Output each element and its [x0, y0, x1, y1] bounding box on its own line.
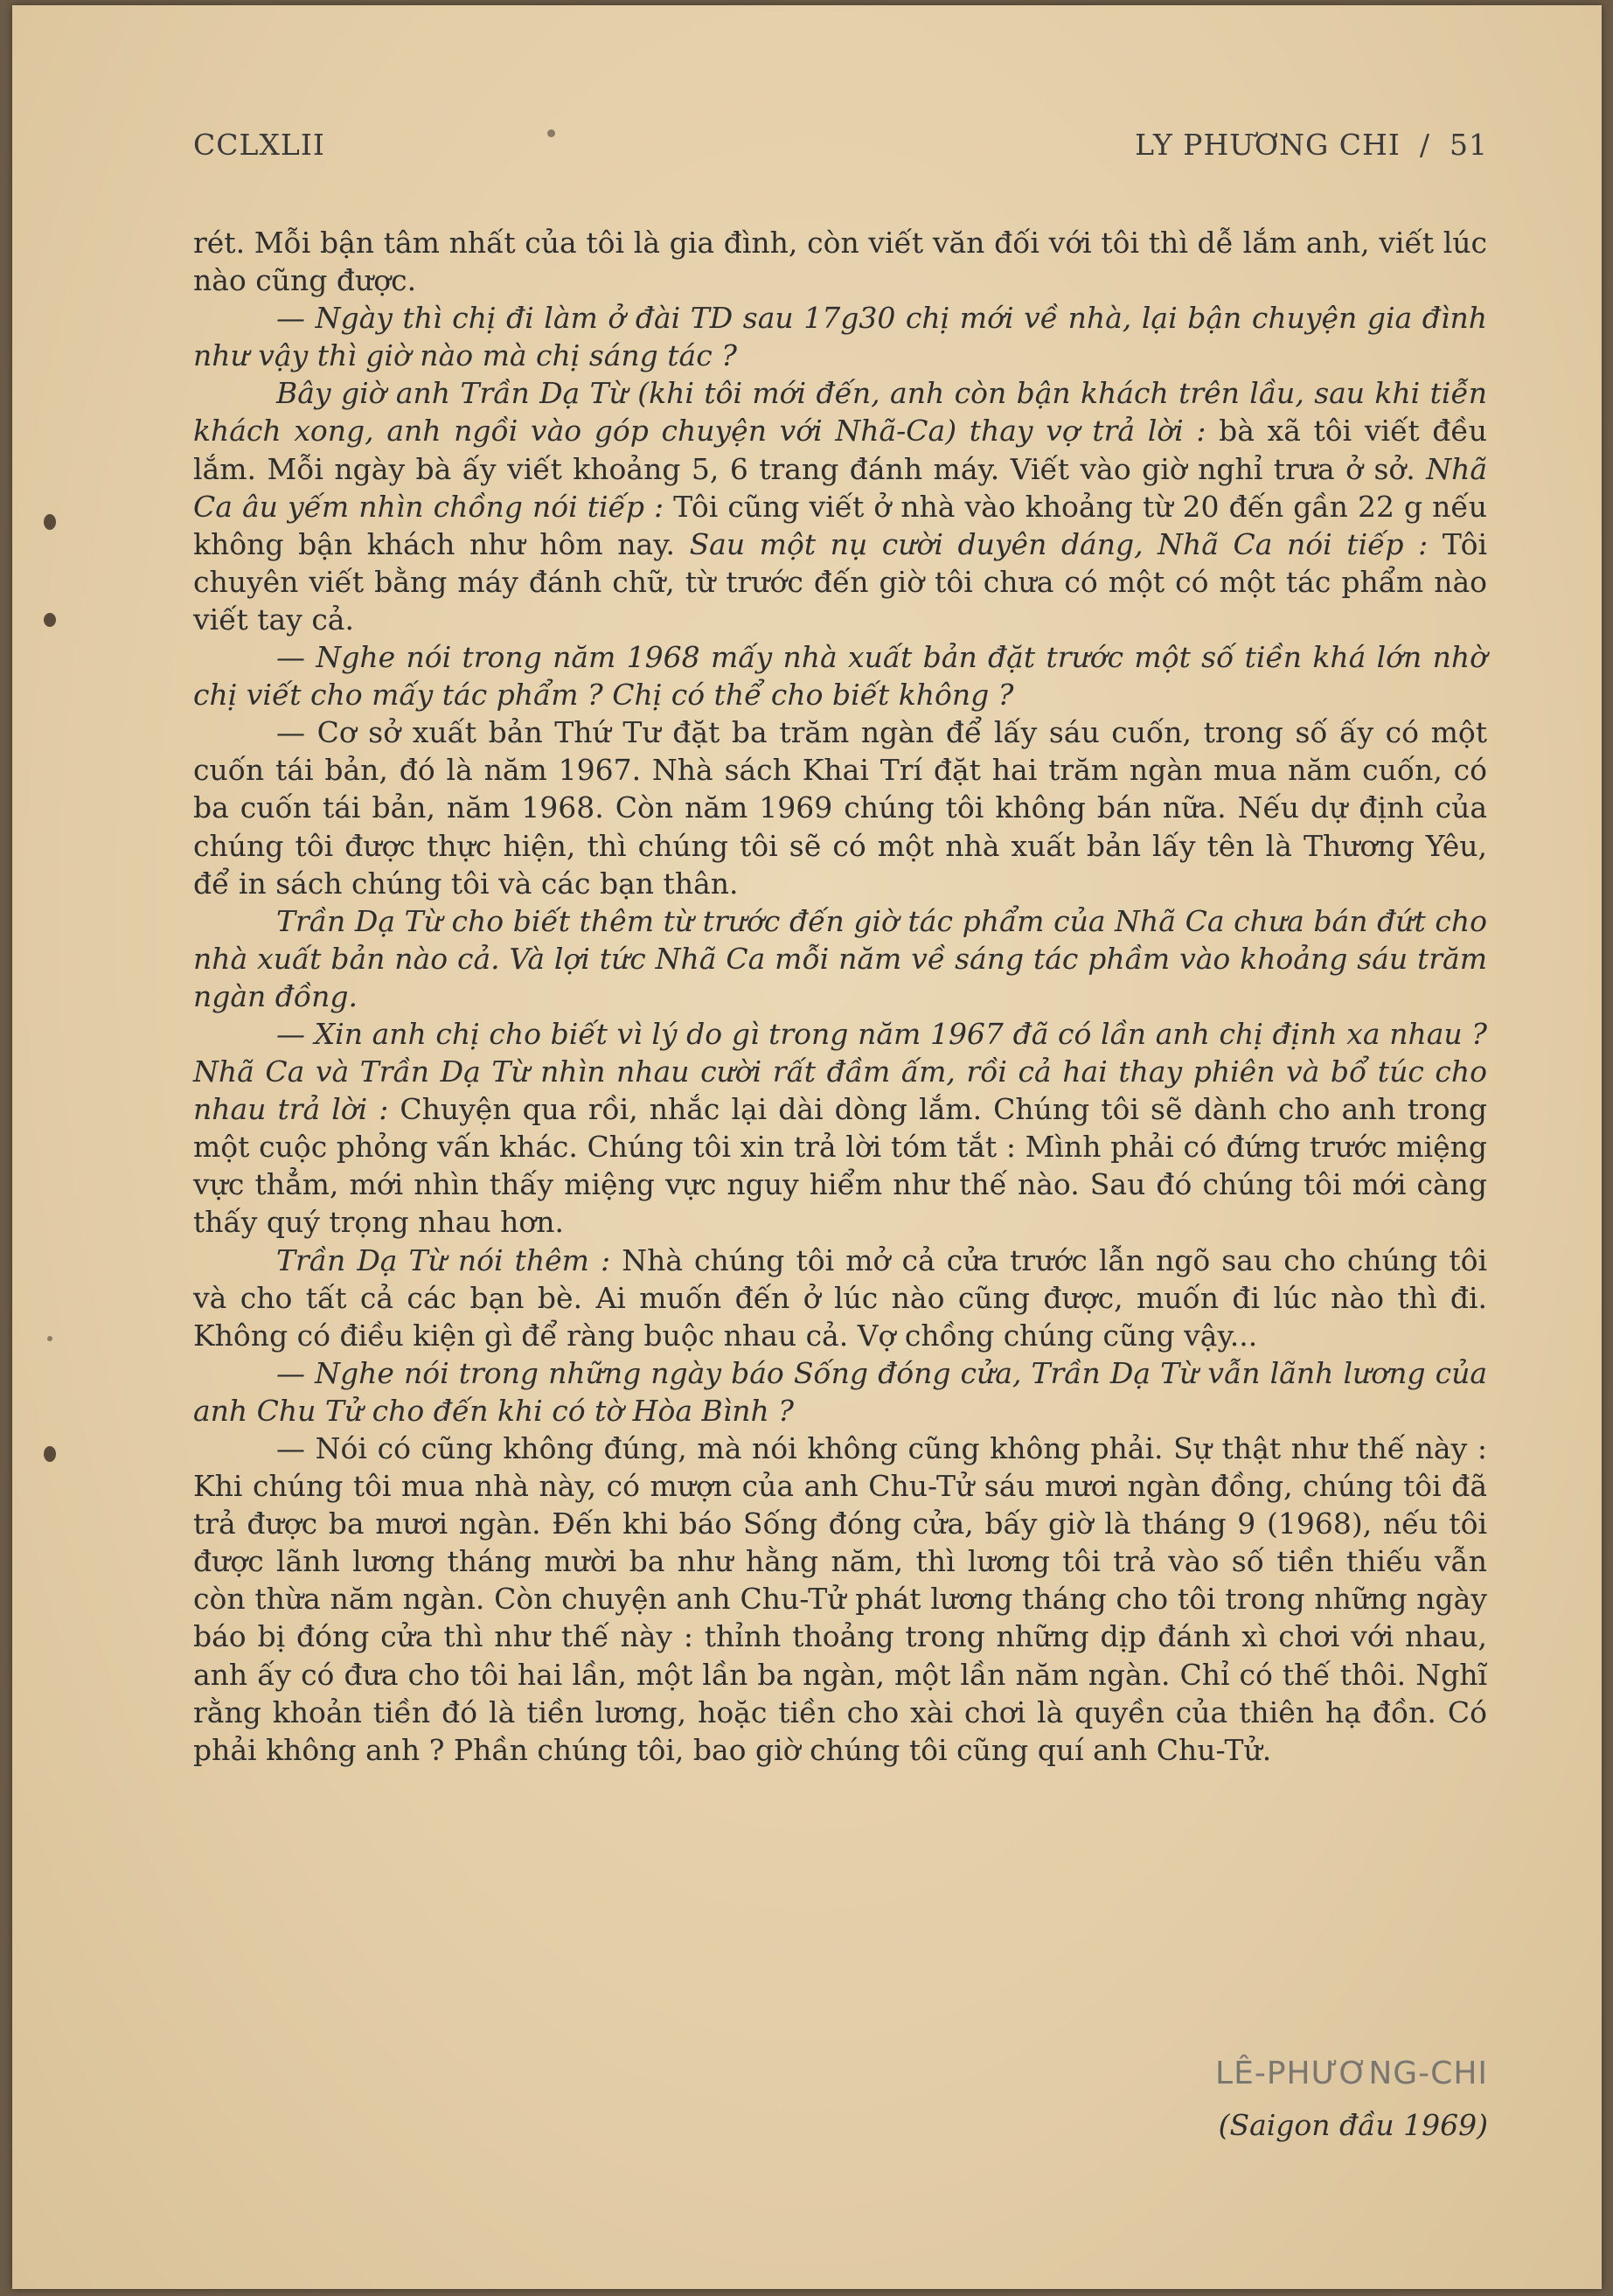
paragraph: rét. Mỗi bận tâm nhất của tôi là gia đình, còn viết văn đối với tôi thì dễ lắm anh, viết lúc nào cũng được.: [193, 226, 1487, 298]
italic-text: Bây giờ anh Trần Dạ Từ (khi tôi mới đến, anh còn bận khách trên lầu, sau khi tiễn khách xong, anh ngồi vào góp chuyện với Nhã-Ca) thay vợ trả lời :: [193, 376, 1487, 449]
italic-text: Nhã Ca âu yếm nhìn chồng nói tiếp :: [193, 451, 1487, 524]
header-roman-numeral: CCLXLII: [193, 128, 325, 162]
text-run: Chuyện qua rồi, nhắc lại dài dòng lắm. Chúng tôi sẽ dành cho anh trong một cuộc phỏng vấn khác. Chúng tôi xin trả lời tóm tắt : Mình phải có đứng trước miệng vực thẳm, mới nhìn thấy miệng vực nguy hiểm như thế nào. Sau đó chúng tôi mới càng thấy quý trọng nhau hơn.: [193, 1092, 1487, 1240]
book-page: [12, 5, 1602, 2289]
stain-mark: [44, 514, 56, 530]
italic-text: Sau một nụ cười duyên dáng, Nhã Ca nói tiếp :: [689, 526, 1429, 561]
text-run: Nhà chúng tôi mở cả cửa trước lẫn ngõ sau cho chúng tôi và cho tất cả các bạn bè. Ai muốn đến ở lúc nào cũng được, muốn đi lúc nào thì đi. Không có điều kiện gì để ràng buộc nhau cả. Vợ chồng chúng cũng vậy...: [193, 1242, 1487, 1353]
author-signature: LÊ-PHƯƠNG-CHI: [1215, 2056, 1488, 2091]
stain-mark: [47, 1336, 52, 1341]
italic-text: — Xin anh chị cho biết vì lý do gì trong năm 1967 đã có lần anh chị định xa nhau ? Nhã Ca và Trần Dạ Từ nhìn nhau cười rất đầm ấm, rồi cả hai thay phiên và bổ túc cho nhau trả lời :: [193, 1016, 1487, 1127]
page-number: 51: [1450, 128, 1488, 162]
paragraph: Trần Dạ Từ cho biết thêm từ trước đến giờ tác phẩm của Nhã Ca chưa bán đứt cho nhà xuất bản nào cả. Và lợi tức Nhã Ca mỗi năm về sáng tác phầm vào khoảng sáu trăm ngàn đồng.: [193, 903, 1487, 1013]
paragraph: — Cơ sở xuất bản Thứ Tư đặt ba trăm ngàn để lấy sáu cuốn, trong số ấy có một cuốn tái bản, đó là năm 1967. Nhà sách Khai Trí đặt hai trăm ngàn mua năm cuốn, có ba cuốn tái bản, năm 1968. Còn năm 1969 chúng tôi không bán nữa. Nếu dự định của chúng tôi được thực hiện, thì chúng tôi sẽ có một nhà xuất bản lấy tên là Thương Yêu, để in sách chúng tôi và các bạn thân.: [193, 715, 1487, 901]
header-separator: /: [1419, 128, 1430, 162]
stain-mark: [547, 129, 555, 137]
page-header: [193, 128, 1488, 163]
paragraph: [193, 374, 1487, 638]
place-date: (Saigon đầu 1969): [1218, 2108, 1488, 2142]
paragraph: — Nghe nói trong năm 1968 mấy nhà xuất bản đặt trước một số tiền khá lớn nhờ chị viết cho mấy tác phẩm ? Chị có thể cho biết không ?: [193, 640, 1487, 713]
text-run: bà xã tôi viết đều lắm. Mỗi ngày bà ấy viết khoảng 5, 6 trang đánh máy. Viết vào giờ nghỉ trưa ở sở.: [193, 414, 1487, 486]
article-body: [193, 224, 1487, 1769]
text-run: Tôi cũng viết ở nhà vào khoảng từ 20 đến gần 22 g nếu không bận khách như hôm nay.: [193, 489, 1487, 561]
header-author-page: [1135, 128, 1488, 162]
italic-text: Trần Dạ Từ nói thêm :: [276, 1242, 611, 1277]
paragraph: — Nghe nói trong những ngày báo Sống đóng cửa, Trần Dạ Từ vẫn lãnh lương của anh Chu Tử cho đến khi có tờ Hòa Bình ?: [193, 1355, 1487, 1428]
paragraph: — Ngày thì chị đi làm ở đài TD sau 17g30 chị mới về nhà, lại bận chuyện gia đình như vậy thì giờ nào mà chị sáng tác ?: [193, 301, 1487, 373]
paragraph: [193, 1242, 1487, 1354]
header-author: LY PHƯƠNG CHI: [1135, 128, 1401, 162]
stain-mark: [44, 1446, 56, 1462]
paragraph: — Nói có cũng không đúng, mà nói không cũng không phải. Sự thật như thế này : Khi chúng tôi mua nhà này, có mượn của anh Chu-Tử sáu mươi ngàn đồng, chúng tôi đã trả được ba mươi ngàn. Đến khi báo Sống đóng cửa, bấy giờ là tháng 9 (1968), nếu tôi được lãnh lương tháng mười ba như hằng năm, thì lương tôi trả vào số tiền thiếu vẫn còn thừa năm ngàn. Còn chuyện anh Chu-Tử phát lương tháng cho tôi trong những ngày báo bị đóng cửa thì như thế này : thỉnh thoảng trong những dịp đánh xì chơi với nhau, anh ấy có đưa cho tôi hai lần, một lần ba ngàn, một lần năm ngàn. Chỉ có thế thôi. Nghĩ rằng khoản tiền đó là tiền lương, hoặc tiền cho xài chơi là quyền của thiên hạ đồn. Có phải không anh ? Phần chúng tôi, bao giờ chúng tôi cũng quí anh Chu-Tử.: [193, 1431, 1487, 1767]
stain-mark: [44, 613, 56, 627]
text-run: Tôi chuyên viết bằng máy đánh chữ, từ trước đến giờ tôi chưa có một có một tác phẩm nào viết tay cả.: [193, 526, 1487, 637]
paragraph: [193, 1015, 1487, 1242]
